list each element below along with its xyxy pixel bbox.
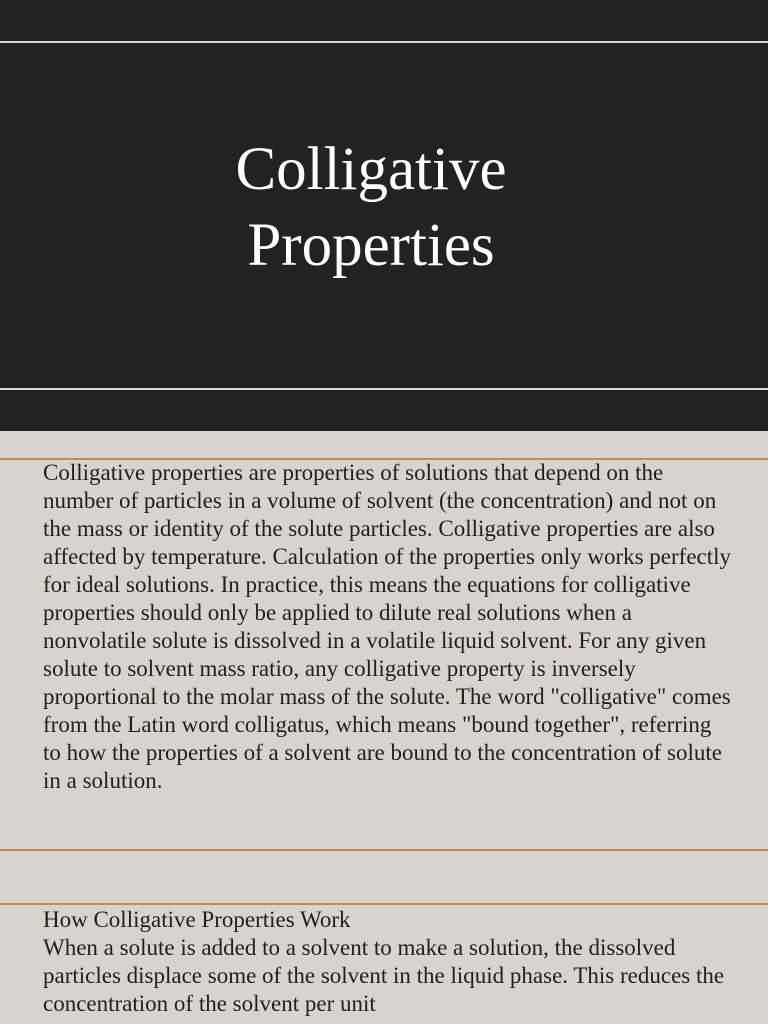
intro-paragraph: Colligative properties are properties of solutions that depend on the number of particles in a volume of solvent (the concentration) and not on the mass or identity of the solute particles. Colligative properties are also affected by temperature. Calculation of the properties only works perfectly for ideal solutions. In practice, this means the equations for colligative properties should only be applied to dilute real solutions when a nonvolatile solute is dissolved in a volatile liquid solvent. For any given solute to solvent mass ratio, any colligative property is inversely proportional to the molar mass of the solute. The word "colligative" comes from the Latin word colligatus, which means "bound together", referring to how the properties of a solvent are bound to the concentration of solute in a solution. <box>43 460 732 793</box>
section-divider-lower <box>0 903 768 905</box>
title-slide <box>0 0 768 431</box>
section-paragraph: When a solute is added to a solvent to make a solution, the dissolved particles displace some of the solvent in the liquid phase. This reduces the concentration of the solvent per unit <box>43 935 725 1016</box>
section-divider-middle <box>0 849 768 851</box>
title-bottom-divider <box>0 388 768 390</box>
section-heading: How Colligative Properties Work <box>43 907 351 932</box>
page-title: Colligative Properties <box>235 136 507 279</box>
how-it-works-section <box>43 906 733 1018</box>
title-top-divider <box>0 41 768 43</box>
